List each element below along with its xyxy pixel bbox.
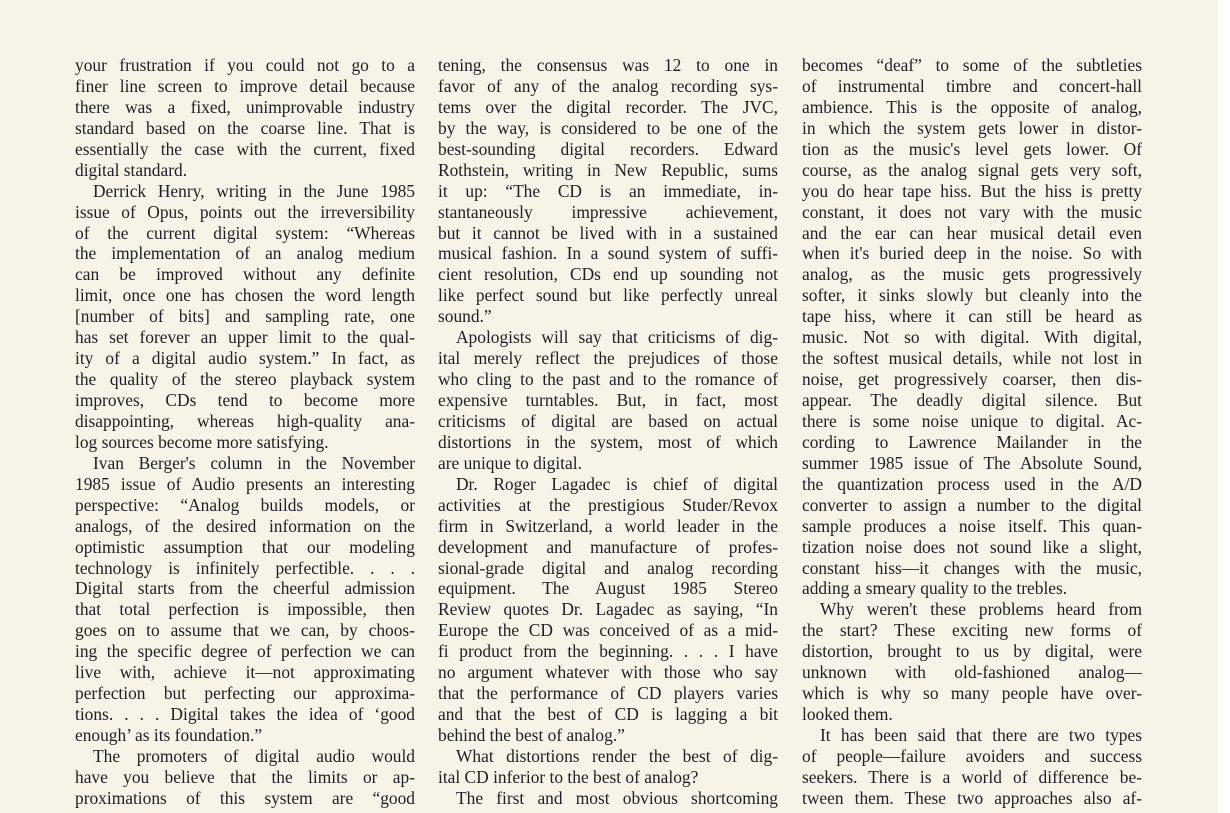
text-line: criticisms of digital are based on actual [438,410,778,431]
text-line: analogs, of the desired information on the [75,515,415,536]
text-line: activities at the prestigious Studer/Revox [438,494,778,515]
text-line: optimistic assumption that our modeling [75,536,415,557]
text-line: live with, achieve it—not approximating [75,662,415,683]
text-line: in which the system gets lower in distor- [802,117,1142,138]
text-line: digital standard. [75,159,188,180]
text-line: Derrick Henry, writing in the June 1985 [93,180,415,201]
text-line: there is some noise unique to digital. Ac- [802,410,1142,431]
text-line: unknown with old-fashioned analog— [802,662,1142,683]
text-line: goes on to assume that we can, by choos- [75,620,415,641]
text-line: tization noise does not sound like a slight, [802,536,1142,557]
text-line: can be improved without any definite [75,264,415,285]
text-line: Europe the CD was conceived of as a mid- [438,620,778,641]
text-line: best-sounding digital recorders. Edward [438,138,778,159]
text-line: you do hear tape hiss. But the hiss is pretty [802,180,1142,201]
text-line: Why weren't these problems heard from [820,599,1142,620]
text-line: the quality of the stereo playback system [75,369,415,390]
text-line: issue of Opus, points out the irreversibility [75,201,415,222]
text-line: disappointing, whereas high-quality ana- [75,410,415,431]
text-line: finer line screen to improve detail because [75,75,415,96]
text-column-left [75,55,415,809]
text-line: analog, as the music gets progressively [802,264,1142,285]
text-line: cording to Lawrence Mailander in the [802,431,1142,452]
text-line: musical fashion. In a sound system of suffi- [438,243,778,264]
text-line: cient resolution, CDs end up sounding not [438,264,778,285]
text-line: tening, the consensus was 12 to one in [438,55,778,75]
text-line: summer 1985 issue of The Absolute Sound, [802,452,1142,473]
text-column-right [802,55,1142,809]
text-line: technology is infinitely perfectible. . . . [75,557,415,578]
text-line: Ivan Berger's column in the November [93,452,415,473]
text-line: seekers. There is a world of difference be- [802,766,1142,787]
text-line: appear. The deadly digital silence. But [802,390,1142,410]
text-line: Apologists will say that criticisms of dig- [456,327,778,348]
text-line: favor of any of the analog recording sys- [438,75,778,96]
text-line: development and manufacture of profes- [438,536,778,557]
text-line: ital CD inferior to the best of analog? [438,766,699,787]
text-line: perfection but perfecting our approxima- [75,683,415,704]
text-line: tape hiss, where it can still be heard as [802,306,1142,327]
text-line: essentially the case with the current, fixed [75,138,415,159]
text-line: and the ear can hear musical detail even [802,222,1142,243]
text-line: like perfect sound but like perfectly unreal [438,285,778,306]
text-line: of people—failure avoiders and success [802,745,1142,766]
text-line: music. Not so with digital. With digital, [802,327,1142,348]
text-line: distortions in the system, most of which [438,431,778,452]
text-line: that the performance of CD players varies [438,683,778,704]
text-line: but it cannot be lived with in a sustained [438,222,778,243]
text-line: have you believe that the limits or ap- [75,766,415,787]
text-line: What distortions render the best of dig- [456,745,778,766]
text-line: improves, CDs tend to become more [75,390,415,410]
text-line: ambience. This is the opposite of analog, [802,96,1142,117]
text-line: tion as the music's level gets lower. Of [802,138,1142,159]
text-line: enough’ as its foundation.” [75,725,263,745]
text-line: Digital starts from the cheerful admission [75,578,415,599]
text-line: [number of bits] and sampling rate, one [75,306,415,327]
text-line: standard based on the coarse line. That is [75,117,415,138]
text-line: when it's buried deep in the noise. So with [802,243,1142,264]
text-line: it up: “The CD is an immediate, in- [438,180,778,201]
text-line: there was a fixed, unimprovable industry [75,96,415,117]
text-column-middle [438,55,778,809]
text-line: becomes “deaf” to some of the subtleties [802,55,1142,75]
text-line: are unique to digital. [438,452,582,473]
text-line: ital merely reflect the prejudices of those [438,348,778,369]
text-line: equipment. The August 1985 Stereo [438,578,778,599]
text-line: which is why so many people have over- [802,683,1142,704]
text-line: firm in Switzerland, a world leader in the [438,515,778,536]
text-line: expensive turntables. But, in fact, most [438,390,778,410]
text-line: of instrumental timbre and concert-hall [802,75,1142,96]
text-line: tems over the digital recorder. The JVC, [438,96,778,117]
text-line: by the way, is considered to be one of the [438,117,778,138]
text-line: log sources become more satisfying. [75,431,329,452]
text-line: ity of a digital audio system.” In fact, as [75,348,415,369]
text-line: adding a smeary quality to the trebles. [802,578,1068,599]
text-line: The promoters of digital audio would [93,745,415,766]
text-line: converter to assign a number to the digital [802,494,1142,515]
text-line: looked them. [802,704,893,725]
text-line: behind the best of analog.” [438,725,625,745]
text-line: has set forever an upper limit to the qual- [75,327,415,348]
text-line: who cling to the past and to the romance of [438,369,778,390]
text-line: your frustration if you could not go to a [75,55,415,75]
text-line: softer, it sinks slowly but cleanly into the [802,285,1142,306]
text-line: course, as the analog signal gets very soft, [802,159,1142,180]
text-line: ing the specific degree of perfection we can [75,641,415,662]
text-line: that total perfection is impossible, then [75,599,415,620]
text-line: Rothstein, writing in New Republic, sums [438,159,778,180]
text-line: of the current digital system: “Whereas [75,222,415,243]
text-line: sound.” [438,306,492,327]
text-line: no argument whatever with those who say [438,662,778,683]
text-line: proximations of this system are “good [75,787,415,808]
text-line: Review quotes Dr. Lagadec as saying, “In [438,599,778,620]
text-line: the softest musical details, while not lost in [802,348,1142,369]
text-line: tween them. These two approaches also af- [802,787,1142,808]
text-line: 1985 issue of Audio presents an interesting [75,473,415,494]
text-line: Dr. Roger Lagadec is chief of digital [456,473,778,494]
text-line: It has been said that there are two types [820,725,1142,745]
text-line: limit, once one has chosen the word length [75,285,415,306]
text-line: and that the best of CD is lagging a bit [438,704,778,725]
text-line: sional-grade digital and analog recording [438,557,778,578]
text-line: tions. . . . Digital takes the idea of ‘good [75,704,415,725]
text-line: distortion, brought to us by digital, were [802,641,1142,662]
text-line: the implementation of an analog medium [75,243,415,264]
text-line: sample produces a noise itself. This quan- [802,515,1142,536]
text-line: constant, it does not vary with the music [802,201,1142,222]
text-line: constant hiss—it changes with the music, [802,557,1142,578]
text-line: perspective: “Analog builds models, or [75,494,415,515]
text-line: the start? These exciting new forms of [802,620,1142,641]
text-line: The first and most obvious shortcoming [456,787,778,808]
text-line: stantaneously impressive achievement, [438,201,778,222]
text-line: noise, get progressively coarser, then dis- [802,369,1142,390]
text-line: fi product from the beginning. . . . I have [438,641,778,662]
page-edge [1218,0,1230,813]
text-line: the quantization process used in the A/D [802,473,1142,494]
